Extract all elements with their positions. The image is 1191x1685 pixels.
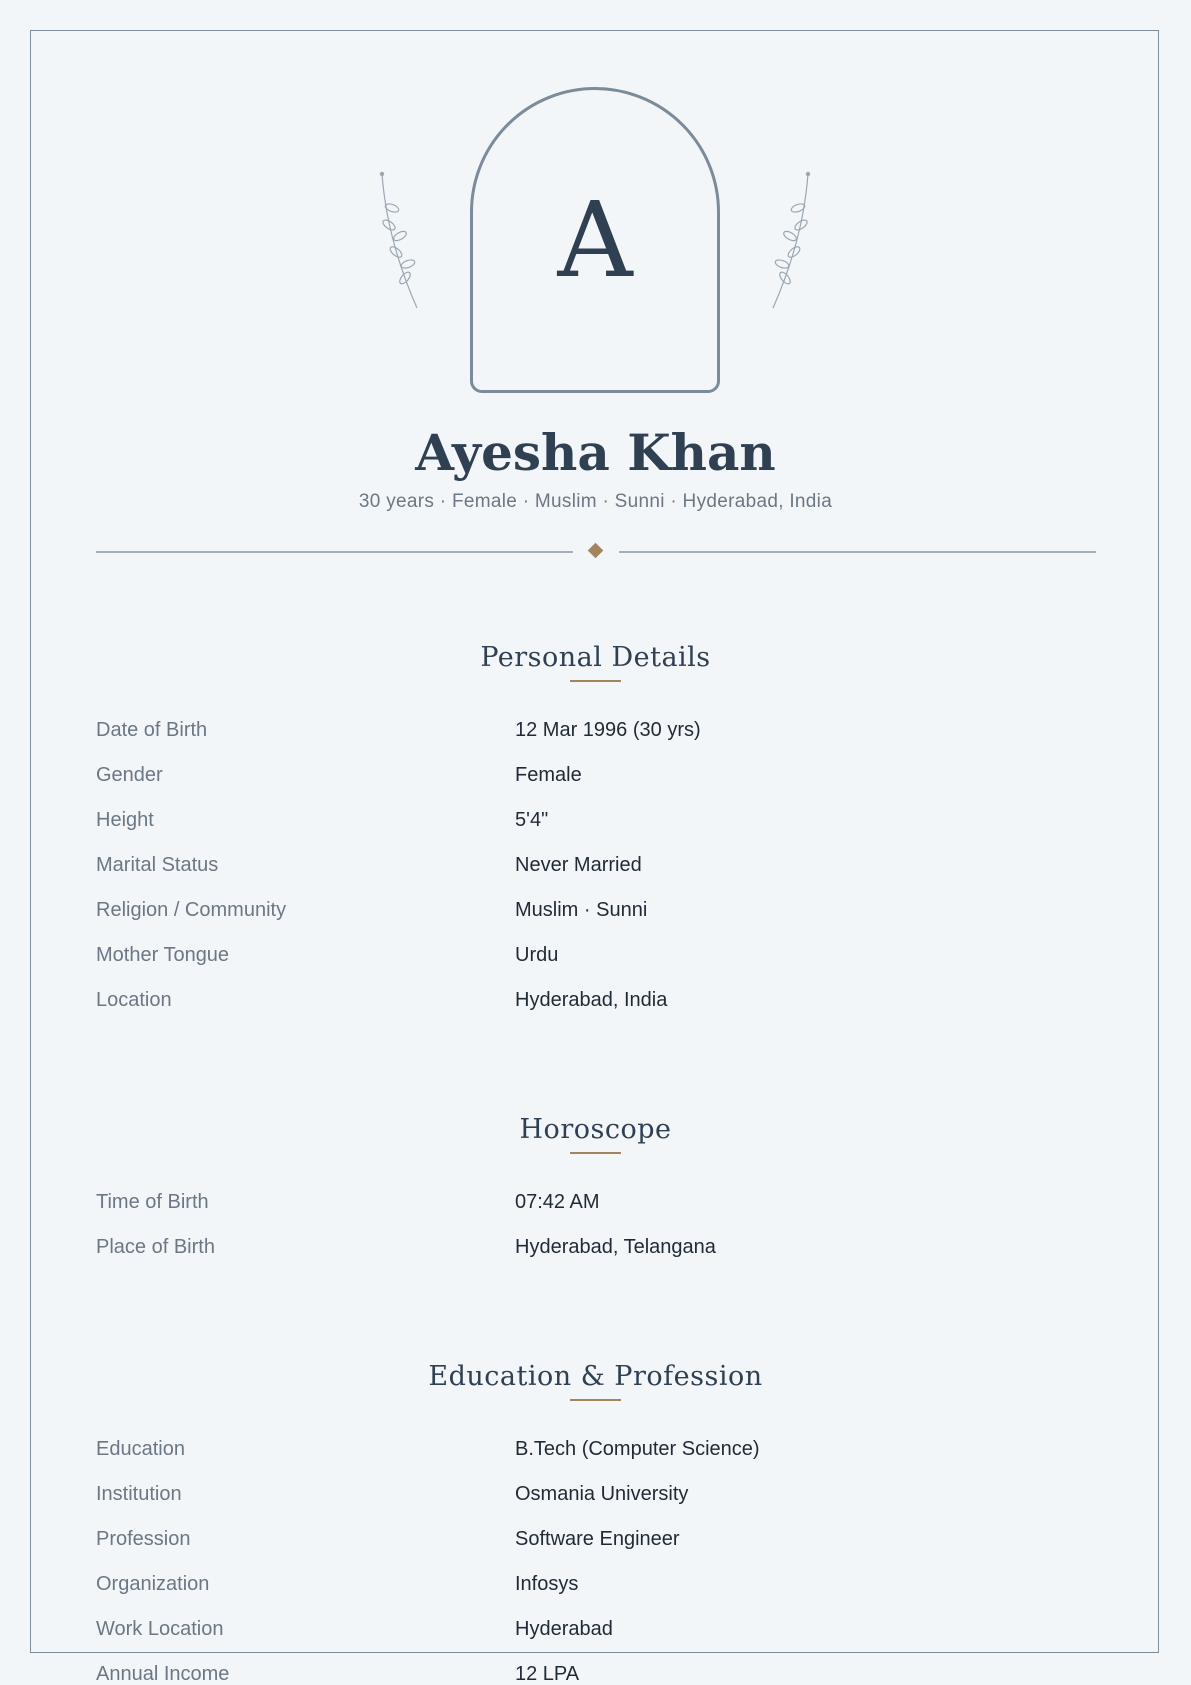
detail-label: Religion / Community [96, 899, 287, 921]
detail-value: Female [515, 764, 582, 786]
detail-value: Osmania University [515, 1483, 689, 1505]
detail-label: Organization [96, 1573, 210, 1595]
detail-label: Date of Birth [96, 719, 208, 741]
education-list [96, 1436, 1096, 1685]
detail-row-date-of-birth [96, 717, 1096, 762]
detail-label: Institution [96, 1483, 182, 1505]
detail-row-marital-status [96, 852, 1096, 897]
left-sprig-ornament [375, 170, 425, 310]
header-divider-left [96, 551, 573, 553]
detail-label: Location [96, 989, 172, 1011]
detail-value: Urdu [515, 944, 559, 966]
detail-row-education [96, 1436, 1096, 1481]
detail-value: Hyderabad [515, 1618, 613, 1640]
detail-label: Work Location [96, 1618, 224, 1640]
detail-row-annual-income [96, 1661, 1096, 1685]
detail-row-institution [96, 1481, 1096, 1526]
detail-row-profession [96, 1526, 1096, 1571]
detail-value: Hyderabad, India [515, 989, 668, 1011]
profile-summary: 30 years · Female · Muslim · Sunni · Hyderabad, India [358, 491, 833, 512]
section-underline-horoscope [570, 1152, 621, 1154]
detail-value: Software Engineer [515, 1528, 680, 1550]
detail-label: Annual Income [96, 1663, 230, 1685]
section-title-horoscope: Horoscope [519, 1114, 672, 1145]
detail-label: Marital Status [96, 854, 219, 876]
detail-value: 12 LPA [515, 1663, 580, 1685]
detail-label: Profession [96, 1528, 191, 1550]
detail-label: Education [96, 1438, 185, 1460]
profile-name: Ayesha Khan [415, 423, 776, 482]
section-title-personal: Personal Details [480, 642, 711, 673]
detail-label: Time of Birth [96, 1191, 209, 1213]
section-underline-personal [570, 680, 621, 682]
detail-value: Infosys [515, 1573, 579, 1595]
detail-row-location [96, 987, 1096, 1032]
detail-value: Hyderabad, Telangana [515, 1236, 716, 1258]
detail-value: 07:42 AM [515, 1191, 600, 1213]
section-title-education: Education & Profession [428, 1361, 763, 1392]
horoscope-list [96, 1189, 1096, 1279]
detail-value: 12 Mar 1996 (30 yrs) [515, 719, 701, 741]
detail-row-work-location [96, 1616, 1096, 1661]
detail-row-organization [96, 1571, 1096, 1616]
detail-row-mother-tongue [96, 942, 1096, 987]
right-sprig-ornament [765, 170, 815, 310]
detail-value: Muslim · Sunni [515, 899, 648, 921]
detail-label: Gender [96, 764, 163, 786]
detail-row-place-of-birth [96, 1234, 1096, 1279]
header-divider-right [619, 551, 1096, 553]
avatar-initial: A [557, 179, 633, 301]
detail-value: Never Married [515, 854, 642, 876]
section-underline-education [570, 1399, 621, 1401]
detail-label: Height [96, 809, 154, 831]
detail-row-time-of-birth [96, 1189, 1096, 1234]
detail-value: B.Tech (Computer Science) [515, 1438, 760, 1460]
detail-label: Mother Tongue [96, 944, 230, 966]
detail-row-height [96, 807, 1096, 852]
detail-row-gender [96, 762, 1096, 807]
detail-row-religion [96, 897, 1096, 942]
detail-label: Place of Birth [96, 1236, 215, 1258]
detail-value: 5'4" [515, 809, 549, 831]
personal-details-list [96, 717, 1096, 1032]
